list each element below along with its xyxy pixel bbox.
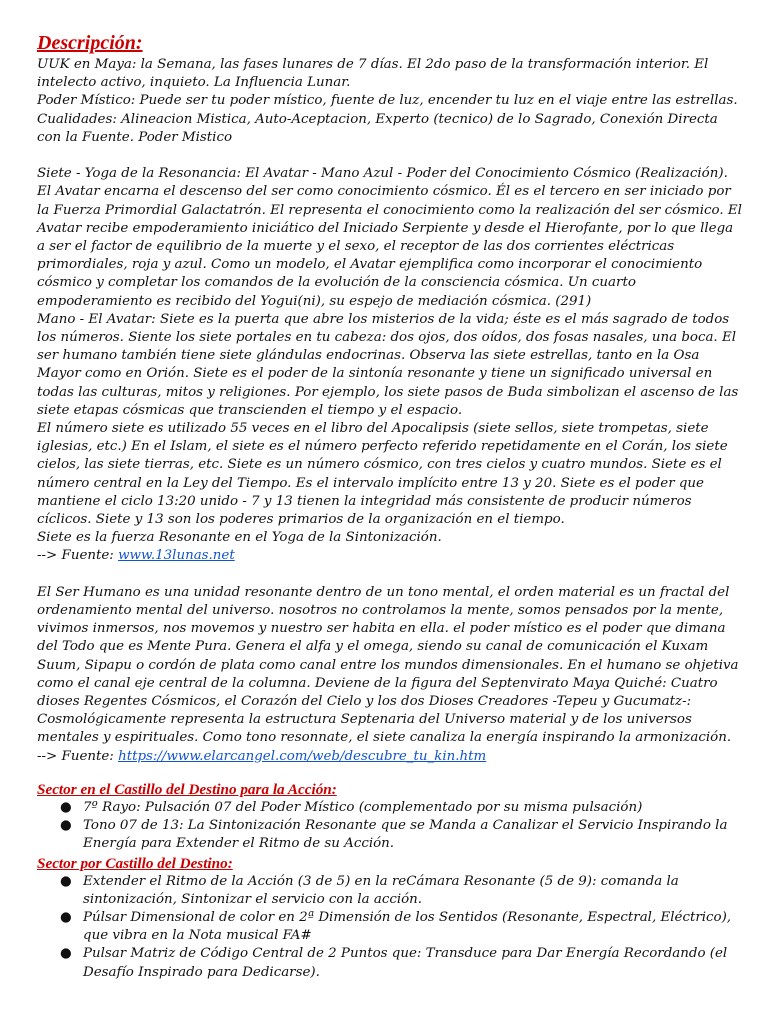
paragraph-mano-avatar: Mano - El Avatar: Siete es la puerta que abre los misterios de la vida; éste es el más sagrado de todos los números. Siente los siete portales en tu cabeza: dos ojos, dos oídos, dos fosas nasales, una boca. El ser humano también tiene siete glándulas endocrinas. Observa las siete estrellas, tanto en la Osa Mayor como en Orión. Siete es el poder de la sintonía resonante y tiene un significado universal en todas las culturas, mitos y religiones. Por ejemplo, los siete pasos de Buda simbolizan el ascenso de las siete etapas cósmicas que transcienden el tiempo y el espacio.	[37, 311, 739, 418]
list-item	[60, 817, 742, 853]
source-link-elarcangel[interactable]: https://www.elarcangel.com/web/descubre_tu_kin.htm	[118, 748, 487, 764]
paragraph-yoga-resonancia: Siete - Yoga de la Resonancia: El Avatar - Mano Azul - Poder del Conocimiento Cósmico (Realización). El Avatar encarna el descenso del ser como conocimiento cósmico. Él es el tercero en ser iniciado por la Fuerza Primordial Galactatrón. El representa el conocimiento como la realización del ser cósmico. El Avatar recibe empoderamiento iniciático del Iniciado Serpiente y desde el Hierofante, por lo que llega a ser el factor de equilibrio de la muerte y el sexo, el receptor de las dos corrientes eléctricas primordiales, roja y azul. Como un modelo, el Avatar ejemplifica como incorporar el conocimiento cósmico y completar los comandos de la evolución de la consciencia cósmica. Un cuarto empoderamiento es recibido del Yogui(ni), su espejo de mediación cósmica. (291)	[37, 166, 742, 309]
bullet-icon: ●	[60, 909, 72, 925]
list-item	[60, 945, 742, 981]
list-item-text: Pulsar Matriz de Código Central de 2 Puntos que: Transduce para Dar Energía Recordando (el Desafío Inspirado para Dedicarse).	[83, 946, 728, 980]
source-line-2	[37, 748, 742, 766]
sector-accion-heading: Sector en el Castillo del Destino para la Acción:	[37, 780, 337, 798]
spacer	[37, 566, 742, 584]
bullet-icon: ●	[60, 799, 72, 815]
paragraph-numero-siete: El número siete es utilizado 55 veces en el libro del Apocalipsis (siete sellos, siete trompetas, siete iglesias, etc.) En el Islam, el siete es el número perfecto referido repetidamente en el Corán, los siete cielos, las siete tierras, etc. Siete es un número cósmico, con tres cielos y cuatro mundos. Siete es el número central en la Ley del Tiempo. Es el intervalo implícito entre 13 y 20. Siete es el poder que mantiene el ciclo 13:20 unido - 7 y 13 tienen la integridad más consistente de producir números cíclicos. Siete y 13 son los poderes primarios de la organización en el tiempo.	[37, 421, 728, 528]
intro-line-cualidades: Cualidades: Alineacion Mistica, Auto-Aceptacion, Experto (tecnico) de lo Sagrado, Conexión Directa con la Fuente. Poder Mistico	[37, 111, 718, 145]
list-item-text: Extender el Ritmo de la Acción (3 de 5) en la reCámara Resonante (5 de 9): comanda la sintonización, Sintonizar el servicio con la acción.	[83, 873, 679, 907]
bullet-icon: ●	[60, 946, 72, 962]
list-item-text: 7º Rayo: Pulsación 07 del Poder Místico (complementado por su misma pulsación)	[83, 799, 643, 815]
paragraph-ser-humano: El Ser Humano es una unidad resonante dentro de un tono mental, el orden material es un fractal del ordenamiento mental del universo. nosotros no controlamos la mente, somos pensados por la mente, vivimos inmersos, nos movemos y nuestro ser habita en ella. el poder místico es el poder que dimana del Todo que es Mente Pura. Genera el alfa y el omega, siendo su canal de comunicación el Kuxam Suum, Sipapu o cordón de plata como canal entre los mundos dimensionales. En el humano se ohjetiva como el canal eje central de la columna. Deviene de la figura del Septenvirato Maya Quiché: Cuatro dioses Regentes Cósmicos, el Corazón del Cielo y los dos Dioses Creadores -Tepeu y Gucumatz-: Cosmológicamente representa la estructura Septenaria del Universo material y de los universos mentales y espirituales. Como tono resonnate, el siete canaliza la energía inspirando la armonización.	[37, 584, 739, 746]
bullet-icon: ●	[60, 818, 72, 834]
list-item-text: Tono 07 de 13: La Sintonización Resonante que se Manda a Canalizar el Servicio Inspirando la Energía para Extender el Ritmo de su Acción.	[83, 818, 728, 852]
sector-accion-list	[37, 799, 742, 854]
source-prefix-2: --> Fuente:	[37, 748, 119, 764]
sector-castillo-heading: Sector por Castillo del Destino:	[37, 854, 233, 872]
bullet-icon: ●	[60, 873, 72, 889]
source-link-13lunas[interactable]: www.13lunas.net	[118, 548, 235, 564]
intro-line-uuk: UUK en Maya: la Semana, las fases lunares de 7 días. El 2do paso de la transformación interior. El intelecto activo, inquieto. La Influencia Lunar.	[37, 57, 709, 91]
paragraph-fuerza-resonante: Siete es la fuerza Resonante en el Yoga de la Sintonización.	[37, 530, 442, 546]
list-item	[60, 909, 742, 945]
source-line-1	[37, 547, 742, 565]
source-prefix-1: --> Fuente:	[37, 548, 119, 564]
spacer	[37, 147, 742, 165]
list-item	[60, 799, 742, 817]
list-item-text: Púlsar Dimensional de color en 2ª Dimensión de los Sentidos (Resonante, Espectral, Eléctrico), que vibra en la Nota musical FA#	[83, 909, 732, 944]
intro-line-poder: Poder Místico: Puede ser tu poder místico, fuente de luz, encender tu luz en el viaje entre las estrellas.	[37, 93, 738, 109]
page-title: Descripción:	[37, 32, 143, 54]
list-item	[60, 873, 742, 909]
sector-castillo-list	[37, 873, 742, 982]
